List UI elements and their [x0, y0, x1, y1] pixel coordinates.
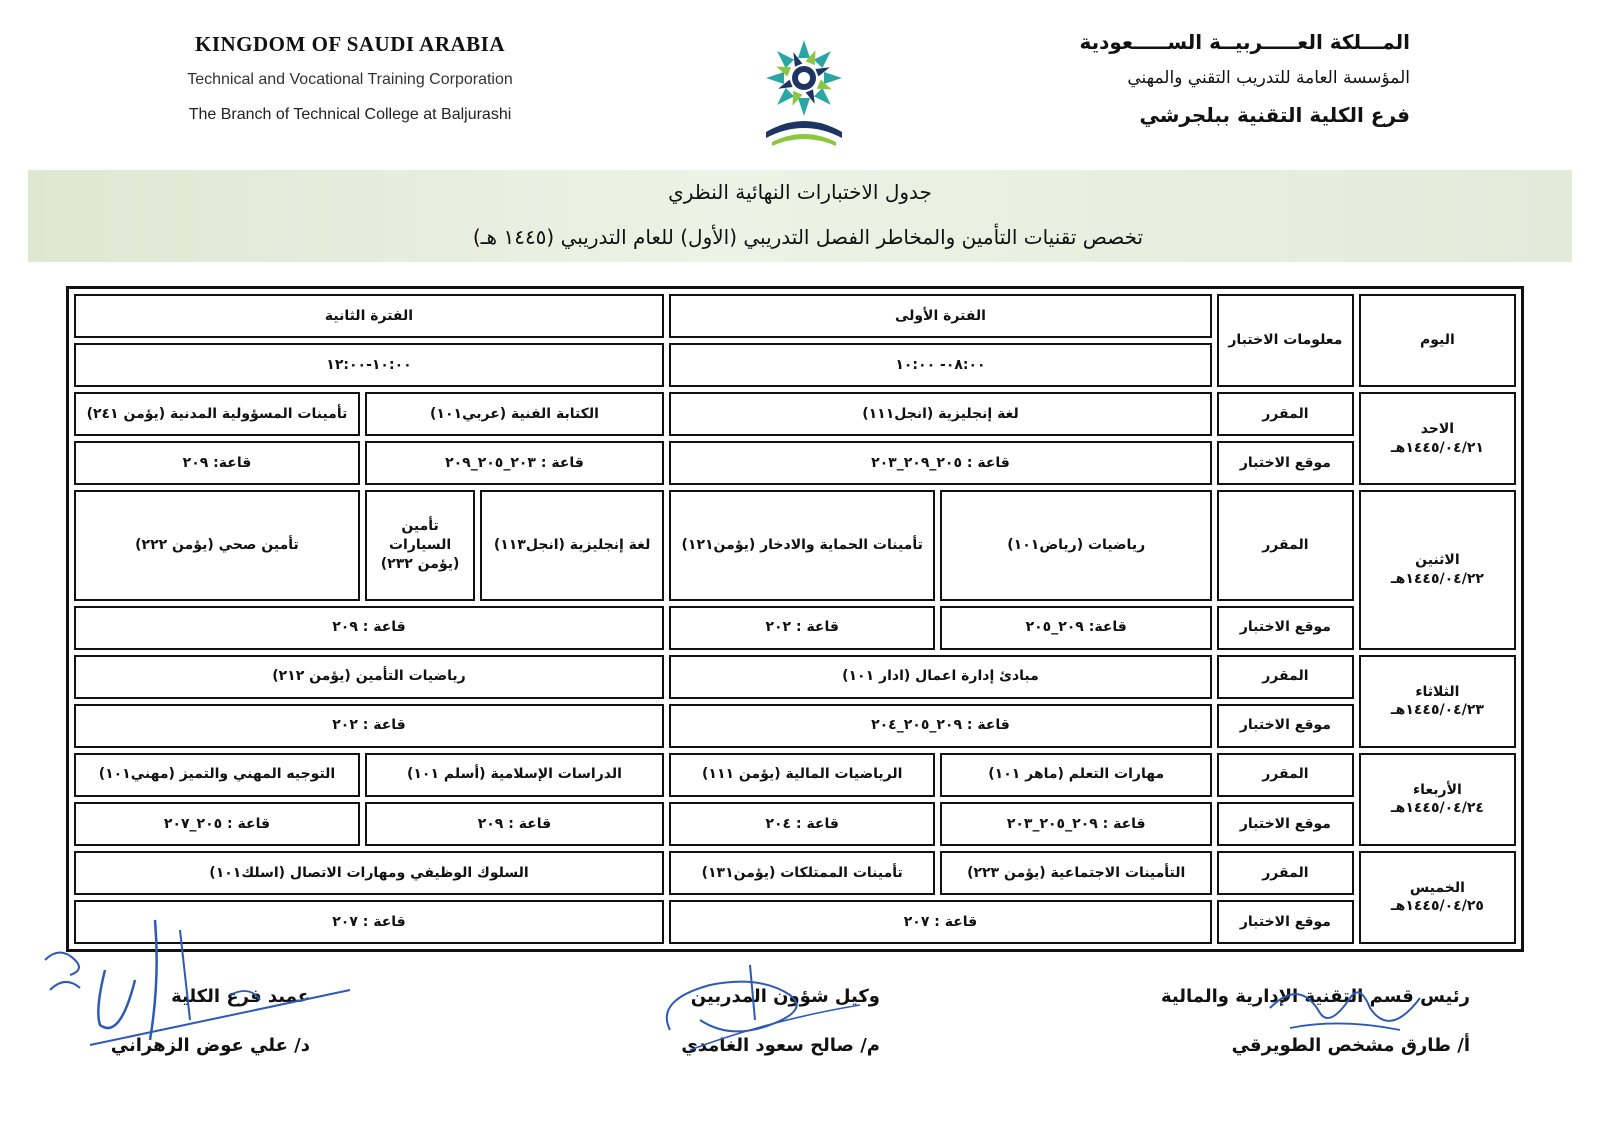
day-date: ١٤٤٥/٠٤/٢٤هـ — [1390, 800, 1484, 817]
header-english — [150, 32, 550, 124]
location-label: موقع الاختبار — [1217, 704, 1354, 748]
day-date: ١٤٤٥/٠٤/٢١هـ — [1390, 439, 1484, 456]
signature-title: وكيل شؤون المدربين — [690, 986, 880, 1007]
table-row — [74, 753, 1516, 797]
day-cell — [1359, 753, 1516, 846]
header-ar-kingdom: المـــلكة العـــــربيــة الســـــعودية — [1079, 30, 1410, 54]
handwritten-signature-dean — [30, 910, 370, 1060]
tvtc-logo-icon — [752, 30, 856, 150]
header-en-branch: The Branch of Technical College at Baljurashi — [188, 106, 512, 123]
handwritten-signature-trainers-deputy — [650, 960, 870, 1060]
course-label: المقرر — [1217, 753, 1354, 797]
table-row — [74, 441, 1516, 485]
p1-course-a: رياضيات (رياض١٠١) — [940, 490, 1212, 601]
p1-course-a: التأمينات الاجتماعية (يؤمن ٢٢٣) — [940, 851, 1212, 895]
day-cell — [1359, 851, 1516, 944]
day-cell — [1359, 392, 1516, 485]
col-header-day: اليوم — [1359, 294, 1516, 387]
day-name: الخميس — [1409, 879, 1465, 896]
p1-room-b: قاعة : ٢٠٤ — [669, 802, 935, 846]
table-row — [74, 655, 1516, 699]
header-row-labels — [74, 294, 1516, 338]
course-label: المقرر — [1217, 655, 1354, 699]
p1-course-b: الرياضيات المالية (يؤمن ١١١) — [669, 753, 935, 797]
p2-room-a: قاعة : ٢٠٩ — [365, 802, 664, 846]
p2-course: رياضيات التأمين (يؤمن ٢١٢) — [74, 655, 664, 699]
table-row — [74, 392, 1516, 436]
p1-course: لغة إنجليزية (انجل١١١) — [669, 392, 1212, 436]
schedule-subtitle: تخصص تقنيات التأمين والمخاطر الفصل التدريبي (الأول) للعام التدريبي (١٤٤٥ هـ) — [472, 225, 1144, 249]
day-name: الاحد — [1420, 420, 1455, 437]
p1-course-a: مهارات التعلم (ماهر ١٠١) — [940, 753, 1212, 797]
table-row — [74, 802, 1516, 846]
signature-name: د/ علي عوض الزهراني — [110, 1035, 310, 1056]
p2-course-a: لغة إنجليزية (انجل١١٣) — [480, 490, 664, 601]
p2-room: قاعة : ٢٠٩ — [74, 606, 664, 650]
p1-room-b: قاعة : ٢٠٢ — [669, 606, 935, 650]
handwritten-signature-admin-head — [1260, 968, 1440, 1048]
p2-room: قاعة : ٢٠٧ — [74, 900, 664, 944]
course-label: المقرر — [1217, 392, 1354, 436]
location-label: موقع الاختبار — [1217, 606, 1354, 650]
p2-course-a: الدراسات الإسلامية (أسلم ١٠١) — [365, 753, 664, 797]
day-cell — [1359, 655, 1516, 748]
header-en-kingdom: KINGDOM OF SAUDI ARABIA — [195, 32, 505, 56]
course-label: المقرر — [1217, 851, 1354, 895]
period1-label: الفترة الأولى — [669, 294, 1212, 338]
table-row — [74, 490, 1516, 601]
table-row — [74, 704, 1516, 748]
p2-room-b: قاعة: ٢٠٩ — [74, 441, 360, 485]
p1-room-a: قاعة: ٢٠٩_٢٠٥ — [940, 606, 1212, 650]
p2-course-a: الكتابة الفنية (عربي١٠١) — [365, 392, 664, 436]
day-cell — [1359, 490, 1516, 650]
signature-title: عميد فرع الكلية — [171, 986, 310, 1007]
p1-room: قاعة : ٢٠٩_٢٠٥_٢٠٤ — [669, 704, 1212, 748]
day-date: ١٤٤٥/٠٤/٢٢هـ — [1390, 570, 1484, 587]
header-ar-branch: فرع الكلية التقنية ببلجرشي — [1139, 103, 1410, 127]
p2-course-b: التوجيه المهني والتميز (مهني١٠١) — [74, 753, 360, 797]
day-date: ١٤٤٥/٠٤/٢٥هـ — [1390, 898, 1484, 915]
day-name: الأربعاء — [1412, 781, 1462, 798]
exam-schedule-table — [66, 286, 1524, 952]
p1-room: قاعة : ٢٠٥_٢٠٩_٢٠٣ — [669, 441, 1212, 485]
location-label: موقع الاختبار — [1217, 802, 1354, 846]
day-name: الثلاثاء — [1415, 683, 1460, 700]
day-date: ١٤٤٥/٠٤/٢٣هـ — [1390, 702, 1484, 719]
table-row — [74, 851, 1516, 895]
location-label: موقع الاختبار — [1217, 441, 1354, 485]
period2-time: ١٠:٠٠-١٢:٠٠ — [74, 343, 664, 387]
p2-course-c: تأمين صحي (يؤمن ٢٢٢) — [74, 490, 360, 601]
p1-room-a: قاعة : ٢٠٩_٢٠٥_٢٠٣ — [940, 802, 1212, 846]
signature-name: أ/ طارق مشخص الطويرقي — [1231, 1035, 1470, 1056]
col-header-info: معلومات الاختبار — [1217, 294, 1354, 387]
p1-course-b: تأمينات الحماية والادخار (يؤمن١٢١) — [669, 490, 935, 601]
period2-label: الفترة الثانية — [74, 294, 664, 338]
course-label: المقرر — [1217, 490, 1354, 601]
day-name: الاثنين — [1415, 552, 1460, 569]
p1-course-b: تأمينات الممتلكات (يؤمن١٣١) — [669, 851, 935, 895]
p2-room-a: قاعة : ٢٠٣_٢٠٥_٢٠٩ — [365, 441, 664, 485]
signature-title: رئيس قسم التقنية الإدارية والمالية — [1160, 986, 1470, 1007]
table-row — [74, 606, 1516, 650]
header-arabic — [990, 30, 1410, 127]
p1-room: قاعة : ٢٠٧ — [669, 900, 1212, 944]
header-en-corporation: Technical and Vocational Training Corporation — [187, 71, 513, 88]
p1-course: مبادئ إدارة اعمال (ادار ١٠١) — [669, 655, 1212, 699]
title-band — [28, 170, 1572, 262]
location-label: موقع الاختبار — [1217, 900, 1354, 944]
p2-room: قاعة : ٢٠٢ — [74, 704, 664, 748]
p2-course-b: تأمينات المسؤولية المدنية (يؤمن ٢٤١) — [74, 392, 360, 436]
p2-course-b: تأمين السيارات (يؤمن ٢٣٢) — [365, 490, 475, 601]
schedule-title: جدول الاختبارات النهائية النظري — [668, 180, 932, 204]
signature-name: م/ صالح سعود الغامدي — [681, 1035, 880, 1056]
p2-room-b: قاعة : ٢٠٥_٢٠٧ — [74, 802, 360, 846]
p2-course: السلوك الوظيفي ومهارات الاتصال (اسلك١٠١) — [74, 851, 664, 895]
period1-time: ٠٨:٠٠- ١٠:٠٠ — [669, 343, 1212, 387]
header-ar-corporation: المؤسسة العامة للتدريب التقني والمهني — [1127, 68, 1410, 88]
